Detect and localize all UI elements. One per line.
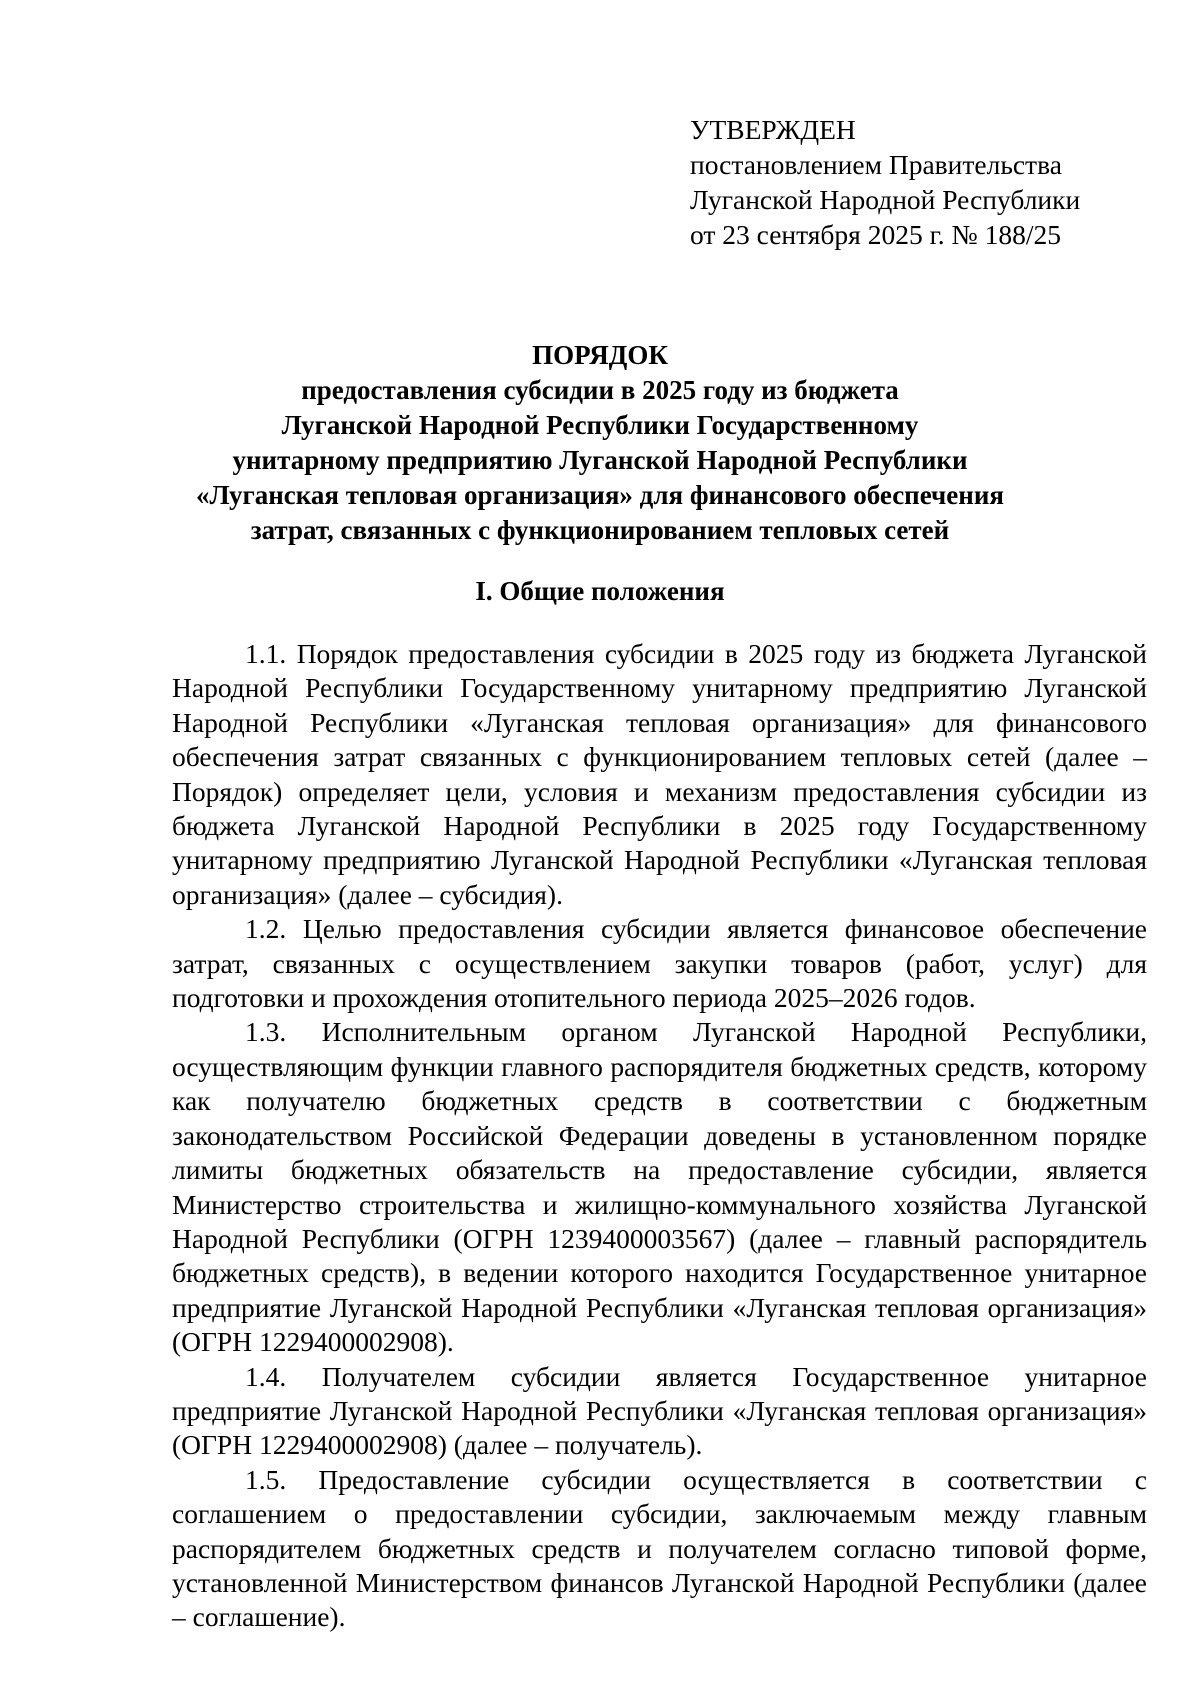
approval-date: от 23 сентября 2025 г. № 188/25 — [690, 219, 1061, 250]
paragraph-1-3: 1.3. Исполнительным органом Луганской Народной Республики, осуществляющим функции главного распорядителя бюджетных средств, которому как получателю бюджетных средств в соответствии с бюджетным законодательством Российской Федерации доведены в установленном порядке лимиты бюджетных обязательств на предоставление субсидии, является Министерство строительства и жилищно-коммунального хозяйства Луганской Народной Республики (ОГРН 1239400003567) (далее – главный распорядитель бюджетных средств), в ведении которого находится Государственное унитарное предприятие Луганской Народной Республики «Луганская тепловая организация» (ОГРН 1229400002908). — [172, 1016, 1147, 1358]
approval-line: постановлением Правительства — [690, 149, 1062, 180]
approval-line: Луганской Народной Республики — [690, 184, 1081, 215]
paragraph-1-2: 1.2. Целью предоставления субсидии является финансовое обеспечение затрат, связанных с осуществлением закупки товаров (работ, услуг) для подготовки и прохождения отопительного периода 2025–2026 годов. — [172, 913, 1147, 1014]
title-line: Луганской Народной Республики Государственному — [281, 410, 919, 440]
paragraph-1-4: 1.4. Получателем субсидии является Государственное унитарное предприятие Луганской Народной Республики «Луганская тепловая организация» (ОГРН 1229400002908) (далее – получатель). — [172, 1360, 1147, 1461]
paragraph-1-5: 1.5. Предоставление субсидии осуществляется в соответствии с соглашением о предоставлении субсидии, заключаемым между главным распорядителем бюджетных средств и получателем согласно типовой форме, установленной Министерством финансов Луганской Народной Республики (далее – соглашение). — [172, 1463, 1147, 1633]
section-heading: I. Общие положения — [475, 576, 725, 606]
approval-title: УТВЕРЖДЕН — [690, 114, 856, 145]
document-body — [172, 637, 1147, 1635]
title-line: унитарному предприятию Луганской Народной Республики — [232, 445, 968, 475]
title-line: предоставления субсидии в 2025 году из бюджета — [301, 375, 899, 405]
title-line: ПОРЯДОК — [532, 340, 668, 370]
approval-stamp — [690, 112, 1170, 252]
title-line: затрат, связанных с функционированием тепловых сетей — [250, 515, 950, 545]
title-line: «Луганская тепловая организация» для финансового обеспечения — [196, 480, 1004, 510]
document-title — [0, 338, 1200, 548]
paragraph-1-1: 1.1. Порядок предоставления субсидии в 2025 году из бюджета Луганской Народной Республики Государственному унитарному предприятию Луганской Народной Республики «Луганская тепловая организация» для финансового обеспечения затрат связанных с функционированием тепловых сетей (далее – Порядок) определяет цели, условия и механизм предоставления субсидии из бюджета Луганской Народной Республики в 2025 году Государственному унитарному предприятию Луганской Народной Республики «Луганская тепловая организация» (далее – субсидия). — [172, 638, 1147, 910]
